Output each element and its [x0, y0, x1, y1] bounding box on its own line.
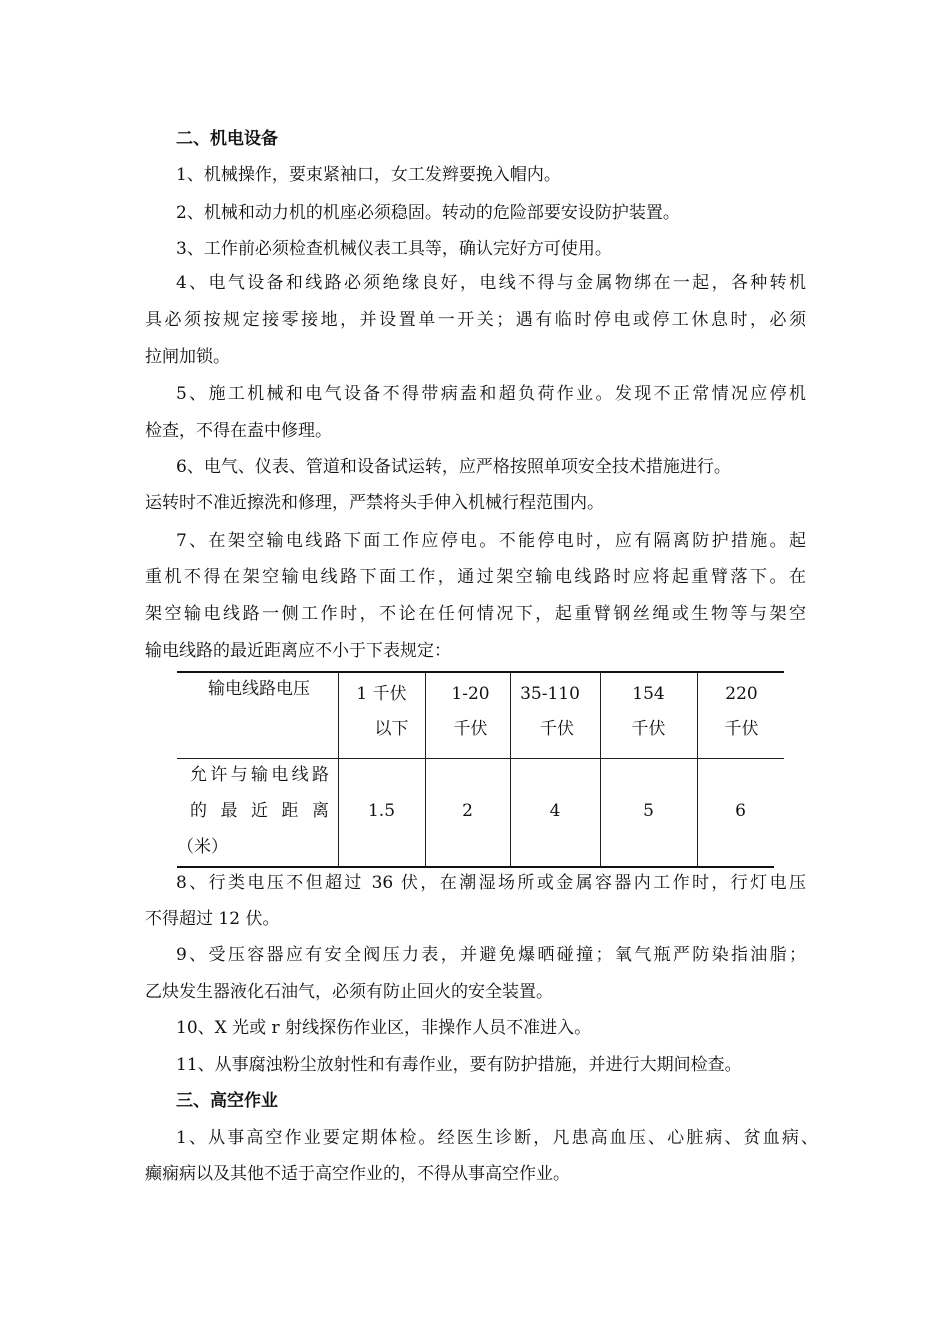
paragraph-7-line-2: 重机不得在架空输电线路下面工作，通过架空输电线路时应将起重臂落下。在 — [145, 567, 806, 587]
table-header-label: 输电线路电压 — [208, 679, 310, 699]
distance-value-2: 2 — [462, 801, 473, 821]
section-heading-high-altitude: 三、高空作业 — [176, 1091, 278, 1111]
paragraph-8-line-2: 不得超过 12 伏。 — [145, 909, 280, 929]
row-label-line-2: 的 最 近 距 离 — [190, 801, 329, 821]
paragraph-7-line-1: 7、在架空输电线路下面工作应停电。不能停电时，应有隔离防护措施。起 — [176, 531, 806, 551]
distance-value-4: 5 — [643, 801, 654, 821]
paragraph-9-line-2: 乙炔发生器液化石油气，必须有防止回火的安全装置。 — [145, 982, 553, 1002]
voltage-header-2-top: 1-20 — [451, 684, 490, 704]
paragraph-6-line-1: 6、电气、仪表、管道和设备试运转，应严格按照单项安全技术措施进行。 — [176, 457, 731, 477]
voltage-header-5-bottom: 千伏 — [724, 719, 759, 739]
paragraph-9-line-1: 9、受压容器应有安全阀压力表，并避免爆晒碰撞；氧气瓶严防染指油脂； — [176, 945, 806, 965]
section-heading-electromechanical: 二、机电设备 — [176, 129, 278, 149]
paragraph-5-line-1: 5、施工机械和电气设备不得带病盍和超负荷作业。发现不正常情况应停机 — [176, 384, 806, 404]
voltage-header-5-top: 220 — [725, 684, 758, 704]
voltage-header-1-top: 1 千伏 — [356, 684, 407, 704]
paragraph-4-line-1: 4、电气设备和线路必须绝缘良好，电线不得与金属物绑在一起，各种转机 — [176, 273, 806, 293]
voltage-header-3-top: 35-110 — [520, 684, 580, 704]
paragraph-2: 2、机械和动力机的机座必须稳固。转动的危险部要安设防护装置。 — [176, 203, 680, 223]
paragraph-3: 3、工作前必须检查机械仪表工具等，确认完好方可使用。 — [176, 239, 612, 259]
paragraph-11: 11、从事腐浊粉尘放射性和有毒作业，要有防护措施，并进行大期间检查。 — [176, 1055, 742, 1075]
voltage-header-1-bottom: 以下 — [374, 719, 409, 739]
row-label-line-3: （米） — [177, 837, 228, 857]
paragraph-1: 1、机械操作，要束紧袖口，女工发辫要挽入帽内。 — [176, 165, 561, 185]
paragraph-7-line-3: 架空输电线路一侧工作时，不论在任何情况下，起重臂钢丝绳或生物等与架空 — [145, 604, 806, 624]
paragraph-6-line-2: 运转时不准近擦洗和修理，严禁将头手伸入机械行程范围内。 — [145, 493, 604, 513]
paragraph-10: 10、X 光或 r 射线探伤作业区，非操作人员不准进入。 — [176, 1018, 592, 1038]
voltage-header-4-bottom: 千伏 — [631, 719, 666, 739]
voltage-header-2-bottom: 千伏 — [453, 719, 488, 739]
table-bottom-border — [177, 866, 774, 868]
paragraph-8-line-1: 8、行类电压不但超过 36 伏，在潮湿场所或金属容器内工作时，行灯电压 — [176, 873, 806, 893]
paragraph-7-line-4: 输电线路的最近距离应不小于下表规定： — [145, 641, 451, 661]
distance-value-5: 6 — [735, 801, 746, 821]
row-label-line-1: 允许与输电线路 — [190, 765, 329, 785]
distance-value-3: 4 — [549, 801, 561, 821]
paragraph-4-line-2: 具必须按规定接零接地，并设置单一开关；遇有临时停电或停工休息时，必须 — [145, 310, 806, 330]
paragraph-4-line-3: 拉闸加锁。 — [145, 347, 230, 367]
section3-paragraph-1-line-1: 1、从事高空作业要定期体检。经医生诊断，凡患高血压、心脏病、贫血病、 — [176, 1128, 818, 1148]
voltage-header-4-top: 154 — [632, 684, 665, 704]
paragraph-5-line-2: 检查，不得在盍中修理。 — [145, 421, 332, 441]
table-row-divider — [177, 758, 784, 759]
voltage-header-3-bottom: 千伏 — [540, 719, 574, 739]
table-top-border — [177, 671, 784, 673]
section3-paragraph-1-line-2: 癫痫病以及其他不适于高空作业的，不得从事高空作业。 — [145, 1164, 570, 1184]
table-column-divider — [425, 672, 426, 866]
distance-value-1: 1.5 — [367, 801, 396, 821]
